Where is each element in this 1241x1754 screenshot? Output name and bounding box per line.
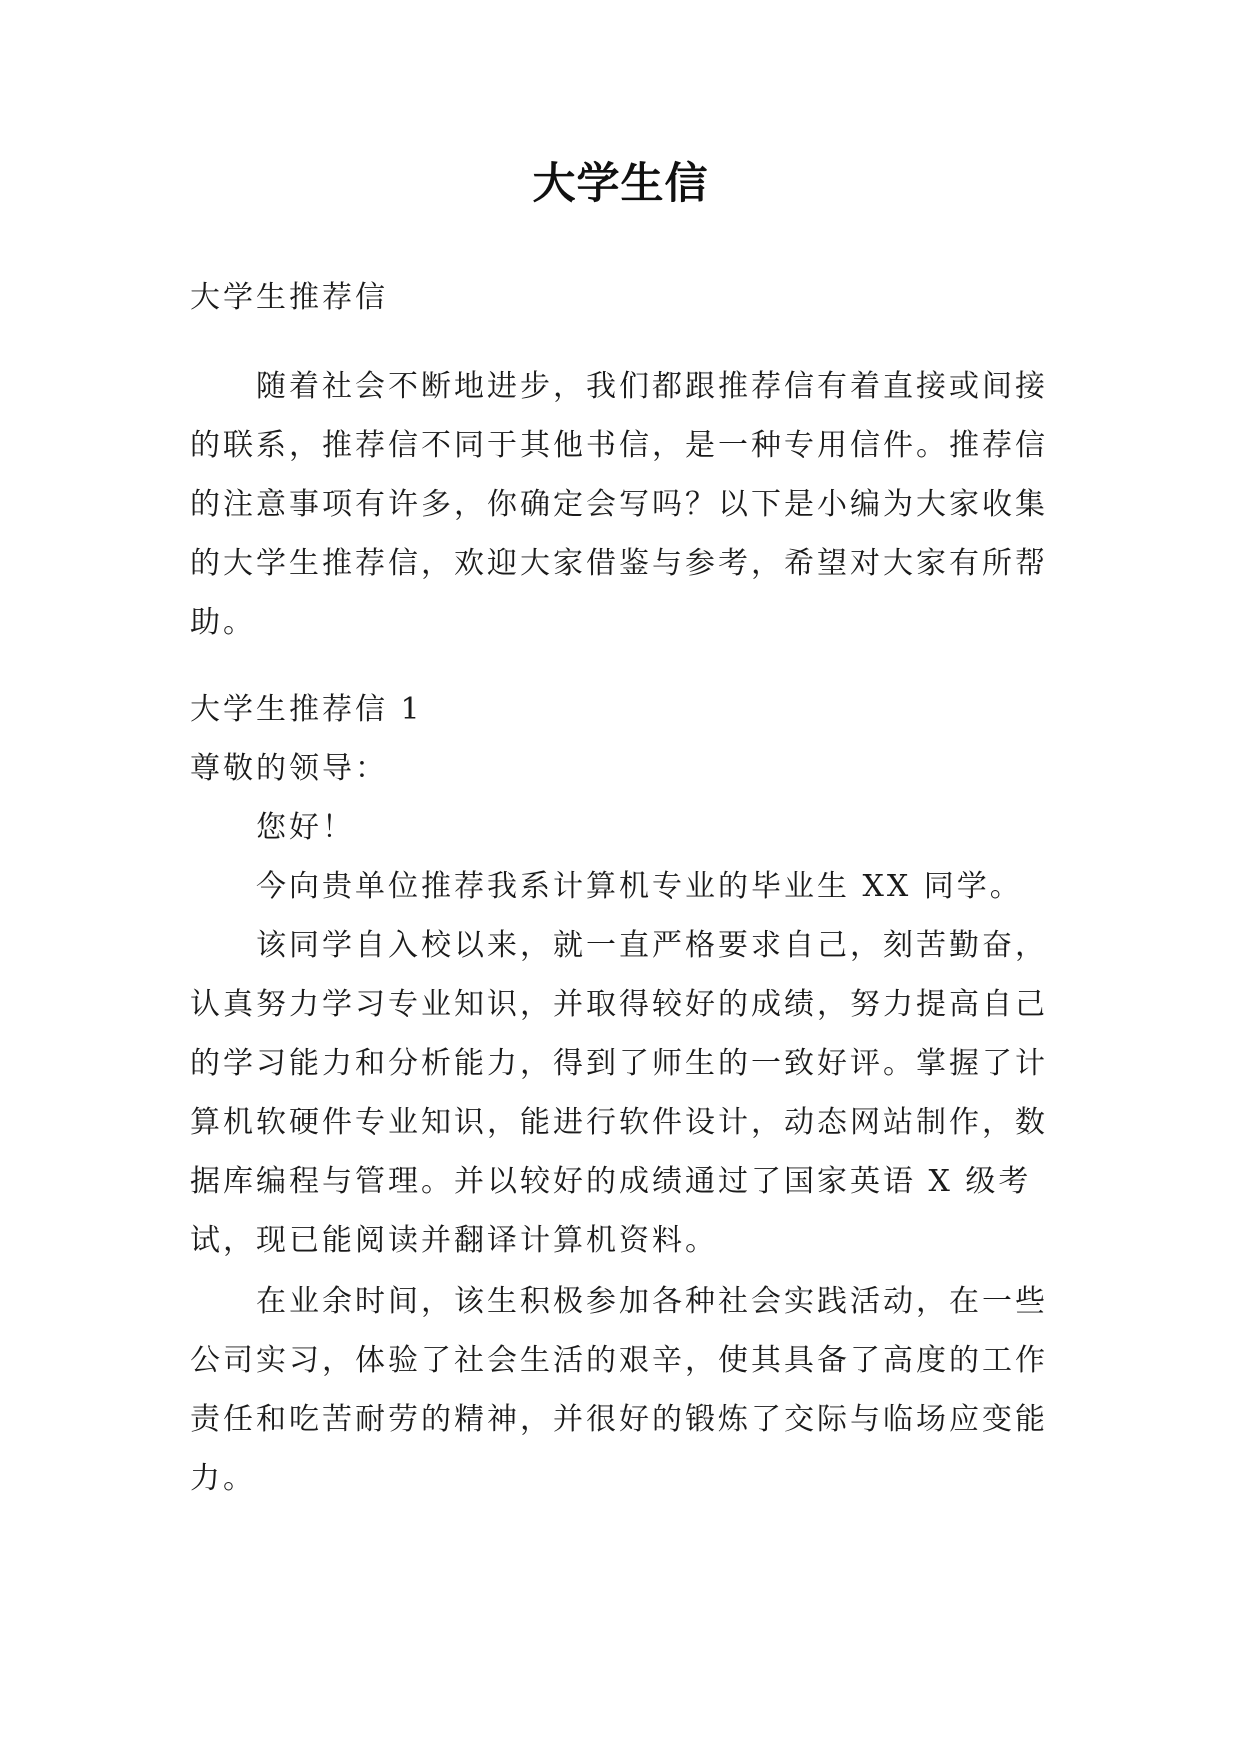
salutation: 尊敬的领导： [190, 751, 388, 786]
letter-paragraph: 该同学自入校以来，就一直严格要求自己，刻苦勤奋，认真努力学习专业知识，并取得较好的成绩，努力提高自己的学习能力和分析能力，得到了师生的一致好评。掌握了计算机软硬件专业知识，能进行软件设计，动态网站制作，数据库编程与管理。并以较好的成绩通过了国家英语 X 级考试，现已能阅读并翻译计算机资料。 [190, 928, 1048, 1258]
page-title: 大学生信 [532, 159, 709, 209]
intro-paragraph: 随着社会不断地进步，我们都跟推荐信有着直接或间接的联系，推荐信不同于其他书信，是一种专用信件。推荐信的注意事项有许多，你确定会写吗？以下是小编为大家收集的大学生推荐信，欢迎大家借鉴与参考，希望对大家有所帮助。 [190, 369, 1048, 640]
greeting: 您好！ [256, 810, 355, 845]
subtitle: 大学生推荐信 [190, 280, 388, 315]
letter-paragraph: 今向贵单位推荐我系计算机专业的毕业生 XX 同学。 [256, 869, 1023, 904]
letter-heading: 大学生推荐信 1 [190, 692, 423, 727]
letter-paragraph: 在业余时间，该生积极参加各种社会实践活动，在一些公司实习，体验了社会生活的艰辛，使其具备了高度的工作责任和吃苦耐劳的精神，并很好的锻炼了交际与临场应变能力。 [190, 1284, 1048, 1496]
